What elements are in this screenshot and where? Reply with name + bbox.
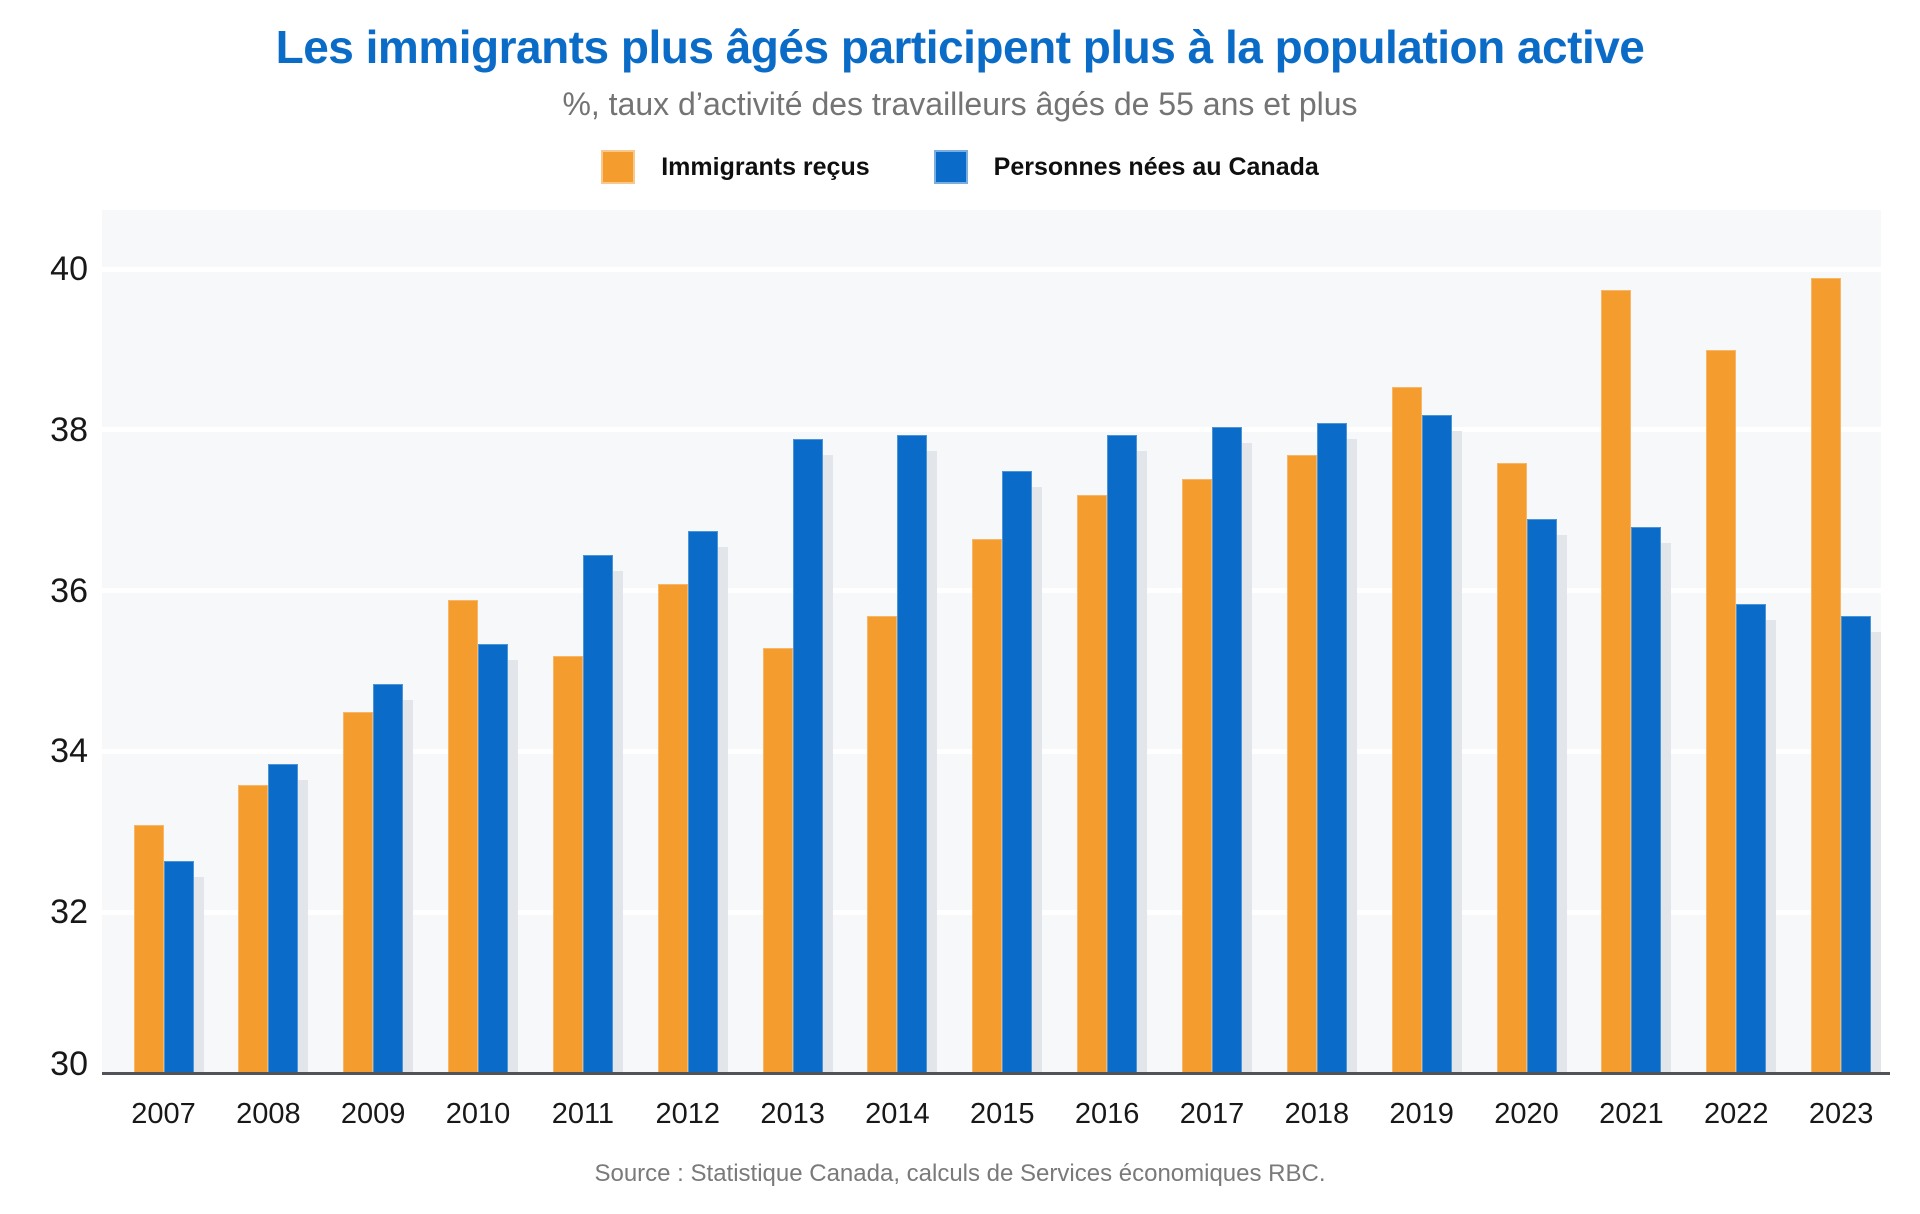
- x-tick-2010: 2010: [445, 1098, 511, 1130]
- bar-natifs-2009: [373, 684, 403, 1074]
- bar-natifs-2010: [478, 644, 508, 1074]
- y-tick-34: 34: [50, 732, 88, 771]
- x-tick-2011: 2011: [551, 1098, 615, 1130]
- bar-natifs-2016: [1107, 435, 1137, 1074]
- x-tick-2019: 2019: [1389, 1098, 1454, 1130]
- legend-item-natifs[interactable]: [934, 150, 1319, 184]
- x-tick-2021: 2021: [1599, 1098, 1664, 1130]
- x-tick-2007: 2007: [131, 1098, 196, 1130]
- bar-immigrants-2022: [1706, 350, 1736, 1074]
- y-tick-38: 38: [50, 410, 88, 449]
- bar-natifs-2017: [1212, 427, 1242, 1074]
- x-tick-2023: 2023: [1808, 1098, 1874, 1130]
- plot-area: [102, 210, 1881, 1074]
- bar-immigrants-2021: [1601, 290, 1631, 1074]
- bar-natifs-2023: [1841, 616, 1871, 1074]
- bar-immigrants-2016: [1077, 495, 1107, 1074]
- x-tick-2008: 2008: [236, 1098, 301, 1130]
- bar-natifs-2014: [897, 435, 927, 1074]
- legend-label-immigrants: Immigrants reçus: [661, 152, 870, 181]
- x-tick-2012: 2012: [655, 1098, 720, 1130]
- bar-immigrants-2007: [134, 825, 164, 1074]
- y-tick-32: 32: [50, 893, 88, 932]
- bar-immigrants-2010: [448, 600, 478, 1074]
- y-tick-40: 40: [50, 250, 88, 288]
- blue-square-swatch: [934, 150, 968, 184]
- bar-immigrants-2018: [1287, 455, 1317, 1074]
- x-tick-2013: 2013: [760, 1098, 825, 1130]
- x-tick-2016: 2016: [1074, 1098, 1140, 1130]
- page-title: Les immigrants plus âgés participent plus à la population active: [275, 21, 1645, 73]
- orange-square-swatch: [601, 150, 635, 184]
- x-tick-2015: 2015: [970, 1098, 1035, 1130]
- bar-natifs-2021: [1631, 527, 1661, 1074]
- bar-immigrants-2019: [1392, 387, 1422, 1074]
- bar-immigrants-2009: [343, 712, 373, 1074]
- bar-immigrants-2014: [867, 616, 897, 1074]
- x-tick-2009: 2009: [340, 1098, 406, 1130]
- y-tick-30: 30: [50, 1045, 88, 1083]
- gridline-40: [102, 267, 1881, 272]
- bar-immigrants-2023: [1811, 278, 1841, 1074]
- bar-immigrants-2012: [658, 584, 688, 1074]
- chart-subtitle: %, taux d’activité des travailleurs âgés de 55 ans et plus: [562, 86, 1358, 122]
- legend-label-natifs: Personnes nées au Canada: [993, 152, 1319, 181]
- legend-item-immigrants[interactable]: [601, 150, 869, 184]
- bar-immigrants-2015: [972, 539, 1002, 1074]
- bar-natifs-2018: [1317, 423, 1347, 1074]
- x-tick-2014: 2014: [865, 1098, 930, 1130]
- bar-natifs-2012: [688, 531, 718, 1074]
- bar-immigrants-2020: [1497, 463, 1527, 1074]
- bar-natifs-2007: [164, 861, 194, 1074]
- bar-immigrants-2008: [238, 785, 268, 1074]
- source-note: Source : Statistique Canada, calculs de Services économiques RBC.: [594, 1160, 1326, 1187]
- bar-natifs-2011: [583, 555, 613, 1074]
- bar-natifs-2013: [793, 439, 823, 1074]
- bar-immigrants-2017: [1182, 479, 1212, 1074]
- bar-natifs-2020: [1527, 519, 1557, 1074]
- x-tick-2022: 2022: [1703, 1098, 1769, 1130]
- bar-natifs-2022: [1736, 604, 1766, 1074]
- bar-immigrants-2011: [553, 656, 583, 1074]
- bar-natifs-2015: [1002, 471, 1032, 1074]
- bar-natifs-2008: [268, 764, 298, 1074]
- y-tick-36: 36: [50, 571, 88, 610]
- x-tick-2018: 2018: [1284, 1098, 1350, 1130]
- x-tick-2017: 2017: [1179, 1098, 1245, 1130]
- x-axis-line: [102, 1072, 1890, 1075]
- chart-legend: [0, 150, 1920, 184]
- x-tick-2020: 2020: [1494, 1098, 1559, 1130]
- bar-immigrants-2013: [763, 648, 793, 1074]
- bar-natifs-2019: [1422, 415, 1452, 1074]
